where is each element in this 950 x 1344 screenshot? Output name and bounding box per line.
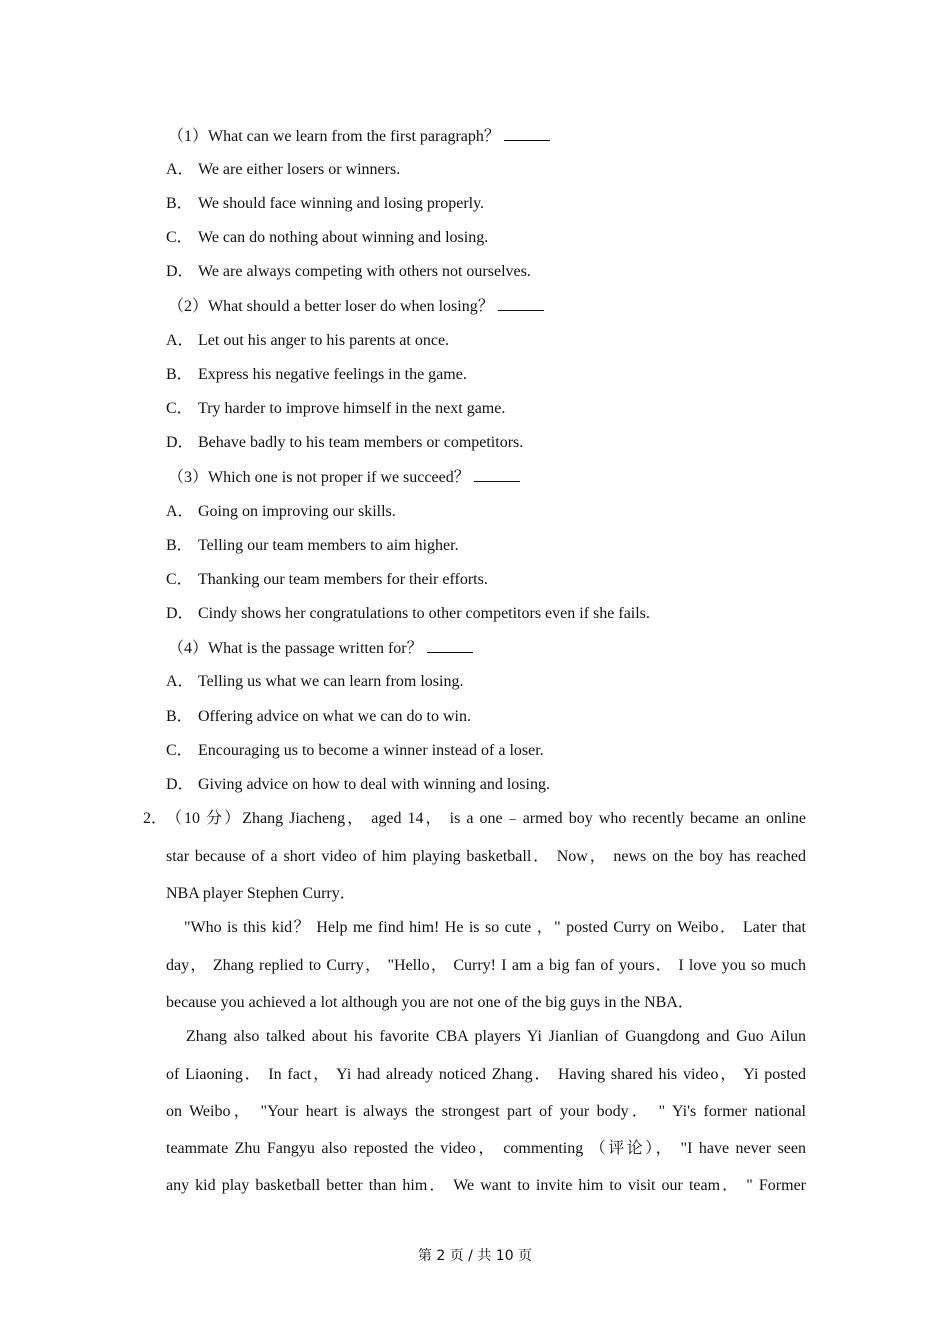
passage-line: of Liaoning． In fact， Yi had already noticed Zhang． Having shared his video， Yi posted (166, 1066, 806, 1083)
question-stem: （2）What should a better loser do when losing？ (168, 296, 544, 317)
passage-line: "Who is this kid？ Help me find him! He is so cute ，" posted Curry on Weibo． Later that (184, 919, 806, 936)
option: B． Offering advice on what we can do to win. (166, 708, 471, 725)
question-stem: （4）What is the passage written for？ (168, 638, 473, 659)
passage-line: （10 分）Zhang Jiacheng， aged 14， is a one﹣armed boy who recently became an online (166, 810, 806, 827)
passage-line: day， Zhang replied to Curry， "Hello， Curry! I am a big fan of yours． I love you so much (166, 957, 806, 974)
passage-line: NBA player Stephen Curry． (166, 885, 356, 902)
option: A． Let out his anger to his parents at once. (166, 332, 450, 349)
passage-line: Zhang also talked about his favorite CBA players Yi Jianlian of Guangdong and Guo Ailun (186, 1028, 806, 1045)
answer-blank (474, 467, 520, 482)
option: D． Giving advice on how to deal with winning and losing. (166, 776, 550, 793)
option: B． Telling our team members to aim higher. (166, 537, 459, 554)
question-stem: （1）What can we learn from the first paragraph？ (168, 126, 550, 147)
passage-line: on Weibo， "Your heart is always the strongest part of your body． " Yi's former national (166, 1103, 806, 1120)
option: A． Going on improving our skills. (166, 503, 396, 520)
option: C． Encouraging us to become a winner instead of a loser. (166, 742, 544, 759)
option: B． We should face winning and losing properly. (166, 195, 485, 212)
option: D． Cindy shows her congratulations to other competitors even if she fails. (166, 605, 650, 622)
option: C． Thanking our team members for their efforts. (166, 571, 488, 588)
answer-blank (504, 126, 550, 141)
passage-line: because you achieved a lot although you are not one of the big guys in the NBA． (166, 994, 694, 1011)
option: C． We can do nothing about winning and losing. (166, 229, 489, 246)
option: C． Try harder to improve himself in the next game. (166, 400, 506, 417)
passage-line: star because of a short video of him playing basketball． Now， news on the boy has reached (166, 848, 806, 865)
page-footer: 第 2 页 / 共 10 页 (417, 1248, 533, 1264)
option: B． Express his negative feelings in the game. (166, 366, 467, 383)
passage-line: teammate Zhu Fangyu also reposted the video， commenting （评论）， "I have never seen (166, 1140, 806, 1157)
option: D． We are always competing with others not ourselves. (166, 263, 531, 280)
option: A． Telling us what we can learn from losing. (166, 673, 464, 690)
question-stem: （3）Which one is not proper if we succeed？ (168, 467, 520, 488)
passage-line: any kid play basketball better than him． We want to invite him to visit our team． " Former (166, 1177, 807, 1194)
option: D． Behave badly to his team members or competitors. (166, 434, 524, 451)
option: A． We are either losers or winners. (166, 161, 401, 178)
answer-blank (498, 296, 544, 311)
question-number: 2． (143, 810, 168, 827)
answer-blank (427, 638, 473, 653)
